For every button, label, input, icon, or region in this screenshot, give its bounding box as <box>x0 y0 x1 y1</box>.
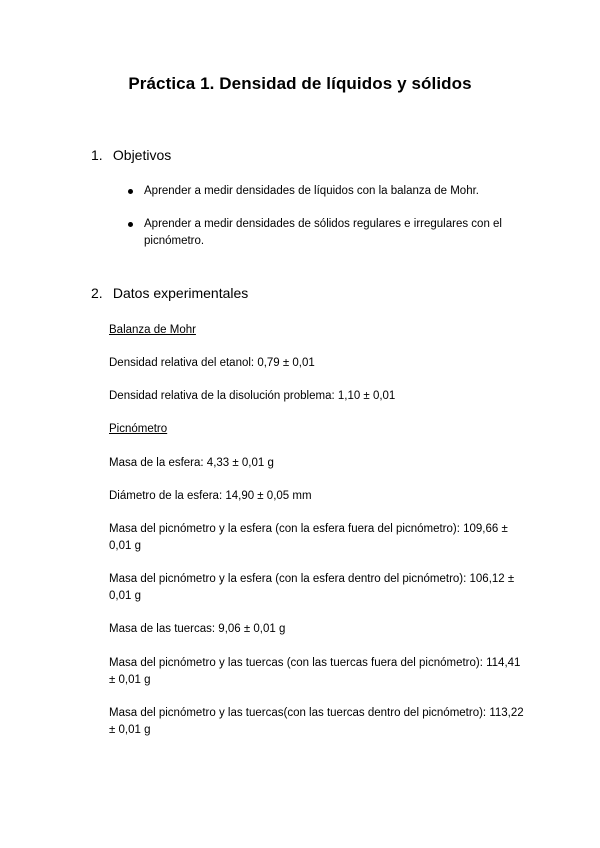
bullet-icon <box>128 222 133 227</box>
data-line: Masa del picnómetro y la esfera (con la esfera fuera del picnómetro): 109,66 ± 0,01 g <box>109 523 508 552</box>
data-line: Masa del picnómetro y las tuercas(con las tuercas dentro del picnómetro): 113,22 ± 0,01 g <box>109 707 524 736</box>
section-number: 2. <box>91 285 103 301</box>
data-line: Masa de la esfera: 4,33 ± 0,01 g <box>109 457 274 469</box>
section-heading-datos <box>91 284 248 302</box>
page-title: Práctica 1. Densidad de líquidos y sólidos <box>128 74 472 93</box>
data-line: Diámetro de la esfera: 14,90 ± 0,05 mm <box>109 490 312 502</box>
list-item-text: Aprender a medir densidades de sólidos regulares e irregulares con el picnómetro. <box>144 218 502 247</box>
data-line: Masa del picnómetro y la esfera (con la esfera dentro del picnómetro): 106,12 ± 0,01 g <box>109 573 515 602</box>
data-line: Masa de las tuercas: 9,06 ± 0,01 g <box>109 623 286 635</box>
section-number: 1. <box>91 147 103 163</box>
section-heading-objetivos <box>91 146 171 164</box>
list-item-text: Aprender a medir densidades de líquidos con la balanza de Mohr. <box>144 185 479 197</box>
list-item-objective-1 <box>128 183 528 200</box>
list-item-objective-2 <box>128 216 528 250</box>
subsection-title-picnometro: Picnómetro <box>109 423 168 435</box>
section-title: Datos experimentales <box>112 285 249 301</box>
bullet-icon <box>128 189 133 194</box>
section-title: Objetivos <box>112 147 172 163</box>
data-line: Densidad relativa del etanol: 0,79 ± 0,01 <box>109 357 315 369</box>
data-line: Masa del picnómetro y las tuercas (con las tuercas fuera del picnómetro): 114,41 ± 0,01 g <box>109 657 521 686</box>
subsection-title-balanza: Balanza de Mohr <box>109 324 196 336</box>
data-line: Densidad relativa de la disolución problema: 1,10 ± 0,01 <box>109 390 396 402</box>
